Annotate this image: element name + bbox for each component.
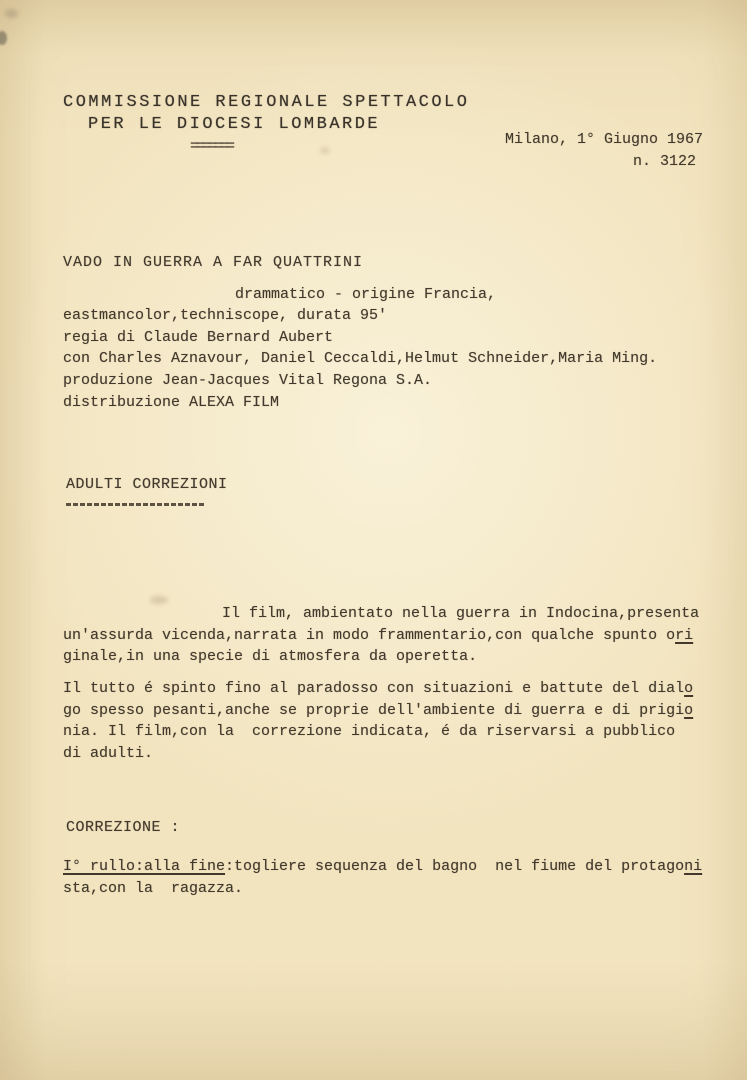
text-segment: ri — [675, 626, 694, 644]
letterhead — [63, 92, 469, 158]
text-segment: ni — [684, 858, 703, 875]
text-line — [63, 327, 657, 349]
text-line — [63, 305, 657, 327]
text-segment: go spesso pesanti,anche se proprie dell'ambiente di guerra e di prigi — [63, 701, 685, 719]
text-line — [63, 392, 657, 414]
review-paragraph-1 — [63, 603, 699, 668]
text-segment: ginale,in una specie di atmosfera da operetta. — [63, 648, 478, 666]
org-name-line-2: PER LE DIOCESI LOMBARDE — [88, 115, 381, 134]
letterhead-separator: ======= — [190, 138, 233, 155]
correction-heading: CORREZIONE : — [66, 819, 181, 836]
text-segment: o — [684, 701, 694, 719]
review-paragraph-2 — [63, 678, 693, 764]
text-segment: con Charles Aznavour, Daniel Ceccaldi,Helmut Schneider,Maria Ming. — [63, 350, 658, 368]
text-line — [63, 721, 693, 743]
scan-smudge — [0, 31, 7, 45]
text-line — [63, 856, 702, 878]
text-line — [63, 348, 657, 370]
text-segment: drammatico - origine Francia, — [235, 285, 497, 303]
text-segment: distribuzione ALEXA FILM — [63, 393, 280, 411]
text-line — [63, 603, 699, 625]
classification-heading-text: ADULTI CORREZIONI — [66, 476, 228, 493]
text-segment: eastmancolor,techniscope, durata 95' — [63, 307, 388, 325]
date-block — [505, 129, 703, 172]
city-date: Milano, 1° Giugno 1967 — [505, 131, 704, 148]
text-line — [63, 370, 657, 392]
text-segment: :togliere sequenza del bagno nel fiume del protago — [225, 858, 685, 875]
text-segment: regia di Claude Bernard Aubert — [63, 328, 334, 346]
text-line — [63, 700, 693, 722]
text-segment: o — [684, 680, 694, 697]
text-segment: sta,con la ragazza. — [63, 879, 244, 897]
text-line — [63, 284, 657, 306]
text-segment: produzione Jean-Jacques Vital Regona S.A. — [63, 371, 433, 389]
protocol-number: n. 3122 — [633, 152, 697, 170]
text-segment: nia. Il film,con la correzione indicata, é da riservarsi a pubblico — [63, 723, 676, 741]
text-segment: un'assurda vicenda,narrata in modo frammentario,con qualche spunto o — [63, 626, 676, 644]
text-segment: di adulti. — [63, 744, 154, 762]
text-line — [63, 625, 699, 647]
scan-smudge — [5, 9, 18, 18]
text-line — [63, 878, 702, 900]
text-line — [63, 743, 693, 765]
org-name-line-1: COMMISSIONE REGIONALE SPETTACOLO — [63, 93, 470, 112]
text-line — [63, 678, 693, 700]
text-segment: I° rullo:alla fine — [63, 858, 226, 875]
heading-underline-rule — [66, 503, 204, 506]
correction-text — [63, 856, 702, 899]
film-info — [63, 252, 657, 413]
text-line — [63, 646, 699, 668]
film-title: VADO IN GUERRA A FAR QUATTRINI — [63, 254, 364, 271]
film-details — [63, 284, 657, 414]
classification-heading — [66, 474, 228, 506]
text-segment: Il tutto é spinto fino al paradosso con situazioni e battute del dial — [63, 680, 685, 697]
text-segment: Il film, ambientato nella guerra in Indocina,presenta — [222, 605, 700, 622]
